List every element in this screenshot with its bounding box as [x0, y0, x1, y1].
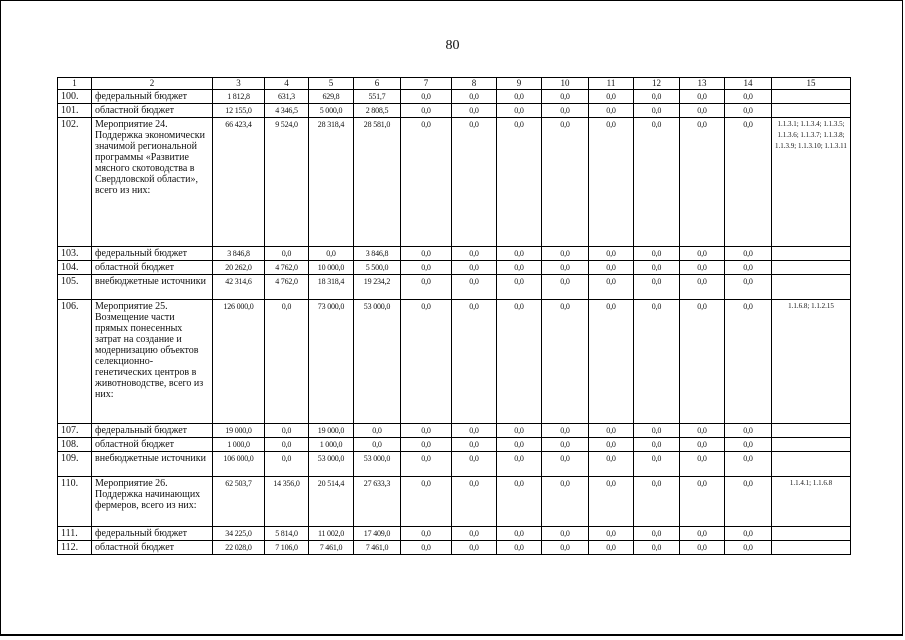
value-cell: 0,0	[680, 261, 725, 275]
value-cell: 3 846,8	[354, 247, 401, 261]
value-cell: 0,0	[265, 300, 309, 424]
value-cell: 5 500,0	[354, 261, 401, 275]
value-cell: 0,0	[725, 452, 772, 477]
value-cell: 0,0	[401, 90, 452, 104]
value-cell: 0,0	[634, 90, 680, 104]
value-cell: 0,0	[725, 300, 772, 424]
value-cell: 0,0	[401, 104, 452, 118]
value-cell: 629,8	[309, 90, 354, 104]
value-cell: 0,0	[725, 438, 772, 452]
value-cell: 0,0	[725, 247, 772, 261]
value-cell: 22 028,0	[213, 541, 265, 555]
column-header: 9	[497, 78, 542, 90]
value-cell: 0,0	[452, 477, 497, 527]
value-cell: 0,0	[725, 261, 772, 275]
value-cell: 0,0	[680, 438, 725, 452]
value-cell: 0,0	[354, 424, 401, 438]
row-name: федеральный бюджет	[92, 90, 213, 104]
value-cell: 0,0	[634, 118, 680, 247]
value-cell: 53 000,0	[354, 300, 401, 424]
value-cell: 62 503,7	[213, 477, 265, 527]
column-header: 2	[92, 78, 213, 90]
value-cell: 20 514,4	[309, 477, 354, 527]
column-header: 3	[213, 78, 265, 90]
value-cell: 0,0	[634, 452, 680, 477]
value-cell: 0,0	[634, 275, 680, 300]
row-number: 112.	[58, 541, 92, 555]
table-row	[58, 247, 851, 261]
value-cell: 0,0	[497, 541, 542, 555]
value-cell: 0,0	[680, 300, 725, 424]
value-cell: 1 812,8	[213, 90, 265, 104]
value-cell: 0,0	[309, 247, 354, 261]
value-cell: 0,0	[542, 118, 589, 247]
value-cell: 0,0	[497, 300, 542, 424]
value-cell: 4 762,0	[265, 261, 309, 275]
value-cell: 0,0	[452, 118, 497, 247]
table-row	[58, 104, 851, 118]
value-cell: 631,3	[265, 90, 309, 104]
value-cell: 0,0	[589, 104, 634, 118]
value-cell: 0,0	[680, 104, 725, 118]
column-header: 5	[309, 78, 354, 90]
value-cell: 0,0	[589, 438, 634, 452]
row-name: областной бюджет	[92, 541, 213, 555]
value-cell: 0,0	[497, 247, 542, 261]
value-cell: 0,0	[589, 527, 634, 541]
value-cell: 0,0	[542, 261, 589, 275]
row-name: федеральный бюджет	[92, 424, 213, 438]
row-name: федеральный бюджет	[92, 247, 213, 261]
value-cell: 0,0	[401, 300, 452, 424]
value-cell: 0,0	[265, 247, 309, 261]
value-cell: 0,0	[401, 541, 452, 555]
row-number: 102.	[58, 118, 92, 247]
table-row	[58, 275, 851, 300]
target-indicators-cell	[772, 90, 851, 104]
value-cell: 0,0	[452, 90, 497, 104]
table-row	[58, 118, 851, 247]
value-cell: 0,0	[589, 541, 634, 555]
table-row	[58, 438, 851, 452]
row-name: областной бюджет	[92, 261, 213, 275]
value-cell: 73 000,0	[309, 300, 354, 424]
value-cell: 0,0	[542, 477, 589, 527]
value-cell: 0,0	[542, 300, 589, 424]
value-cell: 0,0	[542, 438, 589, 452]
value-cell: 0,0	[634, 247, 680, 261]
row-number: 105.	[58, 275, 92, 300]
value-cell: 9 524,0	[265, 118, 309, 247]
value-cell: 0,0	[634, 424, 680, 438]
value-cell: 0,0	[497, 477, 542, 527]
value-cell: 0,0	[497, 261, 542, 275]
value-cell: 0,0	[265, 452, 309, 477]
page-number: 80	[445, 38, 460, 53]
value-cell: 0,0	[725, 118, 772, 247]
value-cell: 19 000,0	[309, 424, 354, 438]
value-cell: 0,0	[589, 300, 634, 424]
value-cell: 0,0	[497, 118, 542, 247]
value-cell: 0,0	[589, 90, 634, 104]
value-cell: 7 106,0	[265, 541, 309, 555]
table-body	[58, 90, 851, 555]
value-cell: 7 461,0	[354, 541, 401, 555]
value-cell: 0,0	[680, 275, 725, 300]
table-row	[58, 452, 851, 477]
row-number: 111.	[58, 527, 92, 541]
target-indicators-cell	[772, 541, 851, 555]
target-indicators-cell	[772, 275, 851, 300]
table-row	[58, 527, 851, 541]
value-cell: 19 234,2	[354, 275, 401, 300]
value-cell: 0,0	[680, 541, 725, 555]
column-header: 7	[401, 78, 452, 90]
value-cell: 0,0	[725, 104, 772, 118]
value-cell: 551,7	[354, 90, 401, 104]
value-cell: 0,0	[680, 452, 725, 477]
value-cell: 0,0	[634, 541, 680, 555]
row-name: Мероприятие 26. Поддержка начинающих фермеров, всего из них:	[92, 477, 213, 527]
row-name: федеральный бюджет	[92, 527, 213, 541]
value-cell: 2 808,5	[354, 104, 401, 118]
value-cell: 0,0	[401, 118, 452, 247]
value-cell: 0,0	[401, 424, 452, 438]
target-indicators-cell	[772, 527, 851, 541]
value-cell: 14 356,0	[265, 477, 309, 527]
value-cell: 0,0	[401, 247, 452, 261]
value-cell: 0,0	[265, 424, 309, 438]
row-number: 108.	[58, 438, 92, 452]
value-cell: 0,0	[634, 300, 680, 424]
value-cell: 0,0	[680, 90, 725, 104]
value-cell: 0,0	[542, 527, 589, 541]
value-cell: 42 314,6	[213, 275, 265, 300]
value-cell: 28 318,4	[309, 118, 354, 247]
row-name: областной бюджет	[92, 104, 213, 118]
value-cell: 0,0	[497, 90, 542, 104]
value-cell: 17 409,0	[354, 527, 401, 541]
value-cell: 7 461,0	[309, 541, 354, 555]
value-cell: 19 000,0	[213, 424, 265, 438]
table-row	[58, 541, 851, 555]
row-name: внебюджетные источники	[92, 275, 213, 300]
table-row	[58, 424, 851, 438]
value-cell: 0,0	[497, 438, 542, 452]
value-cell: 0,0	[634, 104, 680, 118]
value-cell: 0,0	[542, 247, 589, 261]
value-cell: 0,0	[354, 438, 401, 452]
target-indicators-cell	[772, 247, 851, 261]
value-cell: 1 000,0	[309, 438, 354, 452]
value-cell: 0,0	[401, 261, 452, 275]
value-cell: 20 262,0	[213, 261, 265, 275]
value-cell: 0,0	[452, 424, 497, 438]
value-cell: 0,0	[265, 438, 309, 452]
row-number: 109.	[58, 452, 92, 477]
row-number: 100.	[58, 90, 92, 104]
value-cell: 4 762,0	[265, 275, 309, 300]
value-cell: 126 000,0	[213, 300, 265, 424]
value-cell: 53 000,0	[309, 452, 354, 477]
target-indicators-cell: 1.1.6.8; 1.1.2.15	[772, 300, 851, 424]
value-cell: 0,0	[634, 438, 680, 452]
value-cell: 0,0	[725, 90, 772, 104]
value-cell: 0,0	[725, 541, 772, 555]
value-cell: 53 000,0	[354, 452, 401, 477]
budget-table	[57, 77, 851, 555]
row-number: 110.	[58, 477, 92, 527]
target-indicators-cell: 1.1.3.1; 1.1.3.4; 1.1.3.5; 1.1.3.6; 1.1.3.7; 1.1.3.8; 1.1.3.9; 1.1.3.10; 1.1.3.11	[772, 118, 851, 247]
row-name: Мероприятие 24. Поддержка экономически значимой региональной программы «Развитие мясного скотоводства в Свердловской области», всего из них:	[92, 118, 213, 247]
target-indicators-cell	[772, 261, 851, 275]
value-cell: 0,0	[452, 452, 497, 477]
table-header-row	[58, 78, 851, 90]
column-header: 15	[772, 78, 851, 90]
value-cell: 27 633,3	[354, 477, 401, 527]
value-cell: 4 346,5	[265, 104, 309, 118]
table-row	[58, 90, 851, 104]
value-cell: 5 000,0	[309, 104, 354, 118]
value-cell: 0,0	[401, 477, 452, 527]
value-cell: 0,0	[542, 541, 589, 555]
table-row	[58, 261, 851, 275]
value-cell: 0,0	[542, 452, 589, 477]
value-cell: 0,0	[589, 261, 634, 275]
value-cell: 0,0	[497, 104, 542, 118]
value-cell: 34 225,0	[213, 527, 265, 541]
target-indicators-cell	[772, 424, 851, 438]
value-cell: 0,0	[680, 477, 725, 527]
row-number: 104.	[58, 261, 92, 275]
column-header: 10	[542, 78, 589, 90]
value-cell: 0,0	[542, 424, 589, 438]
row-number: 101.	[58, 104, 92, 118]
value-cell: 28 581,0	[354, 118, 401, 247]
value-cell: 0,0	[452, 104, 497, 118]
row-name: внебюджетные источники	[92, 452, 213, 477]
value-cell: 0,0	[452, 300, 497, 424]
value-cell: 0,0	[452, 438, 497, 452]
value-cell: 0,0	[725, 424, 772, 438]
column-header: 6	[354, 78, 401, 90]
value-cell: 0,0	[725, 477, 772, 527]
value-cell: 0,0	[401, 275, 452, 300]
target-indicators-cell	[772, 104, 851, 118]
value-cell: 1 000,0	[213, 438, 265, 452]
value-cell: 0,0	[401, 527, 452, 541]
column-header: 1	[58, 78, 92, 90]
column-header: 8	[452, 78, 497, 90]
value-cell: 0,0	[680, 247, 725, 261]
value-cell: 0,0	[542, 90, 589, 104]
value-cell: 106 000,0	[213, 452, 265, 477]
value-cell: 0,0	[401, 452, 452, 477]
value-cell: 0,0	[452, 275, 497, 300]
value-cell: 0,0	[452, 247, 497, 261]
column-header: 4	[265, 78, 309, 90]
target-indicators-cell	[772, 438, 851, 452]
row-name: областной бюджет	[92, 438, 213, 452]
target-indicators-cell: 1.1.4.1; 1.1.6.8	[772, 477, 851, 527]
row-number: 103.	[58, 247, 92, 261]
value-cell: 0,0	[401, 438, 452, 452]
column-header: 13	[680, 78, 725, 90]
value-cell: 5 814,0	[265, 527, 309, 541]
value-cell: 12 155,0	[213, 104, 265, 118]
value-cell: 66 423,4	[213, 118, 265, 247]
value-cell: 0,0	[452, 261, 497, 275]
row-number: 107.	[58, 424, 92, 438]
value-cell: 0,0	[497, 424, 542, 438]
table-row	[58, 300, 851, 424]
value-cell: 3 846,8	[213, 247, 265, 261]
value-cell: 0,0	[589, 275, 634, 300]
row-name: Мероприятие 25. Возмещение части прямых понесенных затрат на создание и модернизацию объектов селекционно-генетических центров в животноводстве, всего из них:	[92, 300, 213, 424]
column-header: 14	[725, 78, 772, 90]
value-cell: 0,0	[497, 452, 542, 477]
value-cell: 0,0	[542, 275, 589, 300]
value-cell: 0,0	[497, 275, 542, 300]
value-cell: 10 000,0	[309, 261, 354, 275]
value-cell: 0,0	[634, 527, 680, 541]
value-cell: 0,0	[634, 261, 680, 275]
value-cell: 0,0	[452, 527, 497, 541]
table-row	[58, 477, 851, 527]
value-cell: 0,0	[542, 104, 589, 118]
value-cell: 0,0	[589, 118, 634, 247]
value-cell: 0,0	[589, 477, 634, 527]
value-cell: 0,0	[680, 118, 725, 247]
value-cell: 0,0	[452, 541, 497, 555]
value-cell: 0,0	[589, 452, 634, 477]
value-cell: 0,0	[589, 424, 634, 438]
target-indicators-cell	[772, 452, 851, 477]
value-cell: 0,0	[634, 477, 680, 527]
value-cell: 0,0	[497, 527, 542, 541]
column-header: 11	[589, 78, 634, 90]
value-cell: 0,0	[680, 527, 725, 541]
value-cell: 18 318,4	[309, 275, 354, 300]
value-cell: 0,0	[680, 424, 725, 438]
value-cell: 11 002,0	[309, 527, 354, 541]
value-cell: 0,0	[725, 275, 772, 300]
row-number: 106.	[58, 300, 92, 424]
value-cell: 0,0	[725, 527, 772, 541]
value-cell: 0,0	[589, 247, 634, 261]
column-header: 12	[634, 78, 680, 90]
